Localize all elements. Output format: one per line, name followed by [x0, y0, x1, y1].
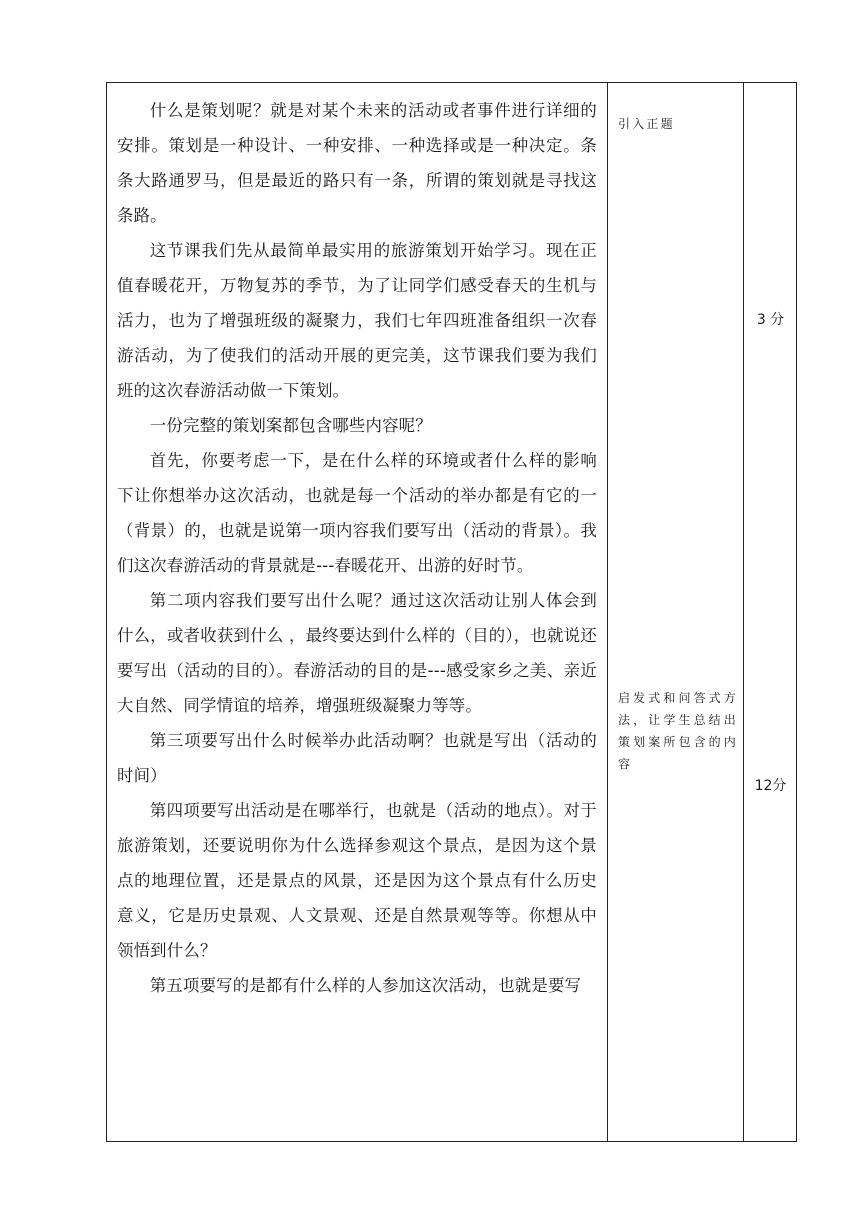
paragraph-time: 第三项要写出什么时候举办此活动啊？也就是写出（活动的时间） — [117, 731, 597, 785]
lesson-plan-table — [106, 82, 797, 1142]
paragraph-background: 首先，你要考虑一下，是在什么样的环境或者什么样的影响下让你想举办这次活动，也就是每一个活动的举办都是有它的一（背景）的，也就是说第一项内容我们要写出（活动的背景）。我们这次春游活动的背景就是---春暖花开、出游的好时节。 — [117, 451, 597, 575]
time-allocation-cell — [744, 83, 797, 1142]
time-label-content: 12分 — [754, 778, 787, 794]
paragraph-purpose: 第二项内容我们要写出什么呢？通过这次活动让别人体会到什么，或者收获到什么 ，最终要达到什么样的（目的），也就说还要写出（活动的目的）。春游活动的目的是---感受家乡之美、亲近大自然、同学情谊的培养，增强班级凝聚力等等。 — [117, 591, 597, 715]
method-note-intro: 引入正题 — [618, 117, 675, 131]
paragraph-location: 第四项要写出活动是在哪举行，也就是（活动的地点）。对于旅游策划，还要说明你为什么选择参观这个景点，是因为这个景点的地理位置，还是景点的风景，还是因为这个景点有什么历史意义，它是历史景观、人文景观、还是自然景观等等。你想从中领悟到什么？ — [117, 801, 597, 960]
paragraph-question: 一份完整的策划案都包含哪些内容呢？ — [149, 416, 432, 435]
method-note-heuristic: 启发式和问答式方法，让学生总结出策划案所包含的内容 — [618, 691, 738, 771]
paragraph-intro-definition: 什么是策划呢？就是对某个未来的活动或者事件进行详细的安排。策划是一种设计、一种安排、一种选择或是一种决定。条条大路通罗马，但是最近的路只有一条，所谓的策划就是寻找这条路。 — [117, 101, 597, 225]
table-row — [107, 83, 797, 1142]
paragraph-participants: 第五项要写的是都有什么样的人参加这次活动，也就是要写 — [149, 976, 582, 995]
teaching-method-cell — [608, 83, 744, 1142]
paragraph-spring-trip: 这节课我们先从最简单最实用的旅游策划开始学习。现在正值春暖花开，万物复苏的季节，为了让同学们感受春天的生机与活力，也为了增强班级的凝聚力，我们七年四班准备组织一次春游活动，为了使我们的活动开展的更完美，这节课我们要为我们班的这次春游活动做一下策划。 — [117, 241, 597, 400]
teaching-content-cell — [107, 83, 608, 1142]
time-label-intro: 3 分 — [756, 312, 785, 328]
